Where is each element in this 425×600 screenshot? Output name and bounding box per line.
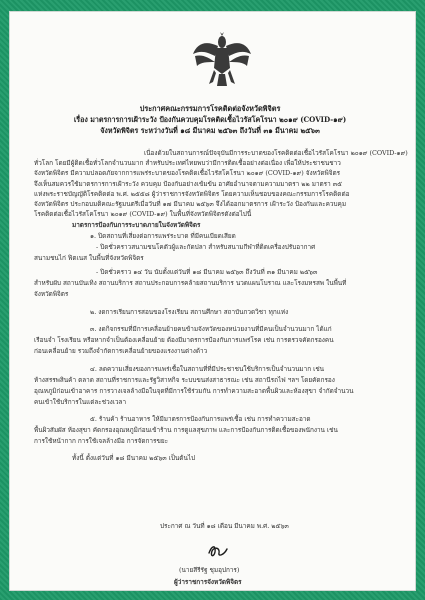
effective-date: ทั้งนี้ ตั้งแต่วันที่ ๑๘ มีนาคม ๒๕๖๓ เป็นต้นไป xyxy=(72,454,196,462)
measure-line: สำหรับผับ สถานบันเทิง สถานบริการ สถานประกอบการคล้ายสถานบริการ นวดแผนโบราณ และโรงมหรสพ ในพื้นที่ xyxy=(34,279,347,287)
measures-heading: มาตรการป้องกันการระบาดภายในจังหวัดพิจิตร xyxy=(72,221,201,229)
document-subject: เรื่อง มาตรการการเฝ้าระวัง ป้องกันควบคุมโรคติดเชื้อไวรัสโคโรนา ๒๐๑๙ (COVID-๑๙) xyxy=(73,115,347,124)
intro-line: แห่งพระราชบัญญัติโรคติดต่อ พ.ศ. ๒๕๕๘ ผู้ว่าราชการจังหวัดพิจิตร โดยความเห็นชอบของคณะกรรมการโรคติดต่อ xyxy=(34,190,350,198)
intro-line: จึงเห็นสมควรใช้มาตรการการเฝ้าระวัง ควบคุม ป้องกันอย่างเข้มข้น อาศัยอำนาจตามความมาตรา ๒๒ มาตรา ๓๕ xyxy=(34,180,342,188)
measure-line: เรือนจำ โรงเรียน หรือหากจำเป็นต้องเคลื่อนย้าย ต้องมีมาตรการป้องกันการแพร่โรค เช่น การตรวจคัดกรองคน xyxy=(34,336,334,344)
measure-line: ๓. งดกิจกรรมที่มีการเคลื่อนย้ายคนข้ามจังหวัดของหน่วยงานที่มีคนเป็นจำนวนมาก ได้แก่ xyxy=(90,325,332,333)
intro-line: เนื่องด้วยในสถานการณ์ปัจจุบันมีการระบาดของโรคติดต่อเชื้อไวรัสโคโรนา ๒๐๑๙ (COVID-๑๙) xyxy=(144,149,408,157)
measure-line: ก่อนเคลื่อนย้าย รวมถึงจำกัดการเคลื่อนย้ายของแรงงานต่างด้าว xyxy=(34,347,208,355)
measure-line: จังหวัดพิจิตร xyxy=(34,290,69,298)
measure-line: ๒. งดการเรียนการสอนของโรงเรียน สถานศึกษา สถาบันกวดวิชา ทุกแห่ง xyxy=(90,308,289,316)
intro-line: ทั่วโลก โดยมีผู้ติดเชื้อทั่วโลกจำนวนมาก สำหรับประเทศไทยพบว่ามีการติดเชื้ออย่างต่อเนื่อง เพื่อให้ประชาชนชาว xyxy=(34,159,341,167)
measure-line: ๑. ปิดสถานที่เสี่ยงต่อการแพร่ระบาด ที่มีคนเบียดเสียด xyxy=(90,232,236,240)
document-sheet xyxy=(9,11,416,591)
document-scope: จังหวัดพิจิตร ระหว่างวันที่ ๑๘ มีนาคม ๒๕๖๓ ถึงวันที่ ๓๑ มีนาคม ๒๕๖๓ xyxy=(100,126,320,135)
measure-line: ห้างสรรพสินค้า ตลาด สถานที่ราชการและรัฐวิสาหกิจ ระบบขนส่งสาธารณะ เช่น สถานีรถไฟ ฯลฯ โดยคัดกรอง xyxy=(34,376,335,384)
intro-line: จังหวัดพิจิตร มีความปลอดภัยจากการแพร่ระบาดของโรคติดเชื้อไวรัสโคโรนา ๒๐๑๙ (COVID-๑๙) จังหวัดพิจิตร xyxy=(34,169,341,177)
measure-line: สนามชนไก่ ฟิตเนส ในพื้นที่จังหวัดพิจิตร xyxy=(34,254,144,262)
intro-line: จังหวัดพิจิตร ประกอบมติคณะรัฐมนตรีเมื่อวันที่ ๑๗ มีนาคม ๒๕๖๓ จึงได้ออกมาตรการ เฝ้าระวัง ป้องกันและควบคุม xyxy=(34,200,347,208)
measure-line: ๕. ร้านค้า ร้านอาหาร ให้มีมาตรการป้องกันการแพร่เชื้อ เช่น การทำความสะอาด xyxy=(90,415,311,423)
signer-name: (นายสีรีรัฐ ชุมอุปการ) xyxy=(179,566,240,574)
measure-line: พื้นผิวสัมผัส ห้องสุขา คัดกรองอุณหภูมิก่อนเข้าร้าน การดูแลสุขภาพ และการป้องกันการติดเชื้อของพนักงาน เช่น xyxy=(34,426,338,434)
measure-line: อุณหภูมิก่อนเข้าอาคาร การวางเจลล้างมือในจุดที่มีการใช้ร่วมกัน การทำความสะอาดพื้นผิวและห้องสุขา จำกัดจำนวน xyxy=(34,387,354,395)
announcement-date: ประกาศ ณ วันที่ ๑๘ เดือน มีนาคม พ.ศ. ๒๕๖๓ xyxy=(160,522,289,530)
measure-line: การใช้หน้ากาก การใช้เจลล้างมือ การจัดการขยะ xyxy=(34,437,168,445)
signer-title: ผู้ว่าราชการจังหวัดพิจิตร xyxy=(174,578,242,586)
intro-line: โรคติดต่อเชื้อไวรัสโคโรนา ๒๐๑๙ (COVID-๑๙) ในพื้นที่จังหวัดพิจิตรดังต่อไปนี้ xyxy=(34,210,252,218)
garuda-emblem-icon xyxy=(193,32,251,88)
measure-line: - ปิดชั่วคราว ๑๔ วัน นับตั้งแต่วันที่ ๑๘ มีนาคม ๒๕๖๓ ถึงวันที่ ๓๑ มีนาคม ๒๕๖๓ xyxy=(96,268,318,276)
measure-line: - ปิดชั่วคราวสนามชนโคตัวผู้และกัดปลา สำหรับสนามกีฬาที่ติดเครื่องปรับอากาศ xyxy=(96,243,316,251)
measure-line: คนเข้าใช้บริการในแต่ละช่วงเวลา xyxy=(34,398,127,406)
signature-icon xyxy=(206,541,230,561)
measure-line: ๔. ลดความเสี่ยงของการแพร่เชื้อในสถานที่ที่มีประชาชนใช้บริการเป็นจำนวนมาก เช่น xyxy=(90,365,325,373)
document-title: ประกาศคณะกรรมการโรคติดต่อจังหวัดพิจิตร xyxy=(139,104,281,113)
